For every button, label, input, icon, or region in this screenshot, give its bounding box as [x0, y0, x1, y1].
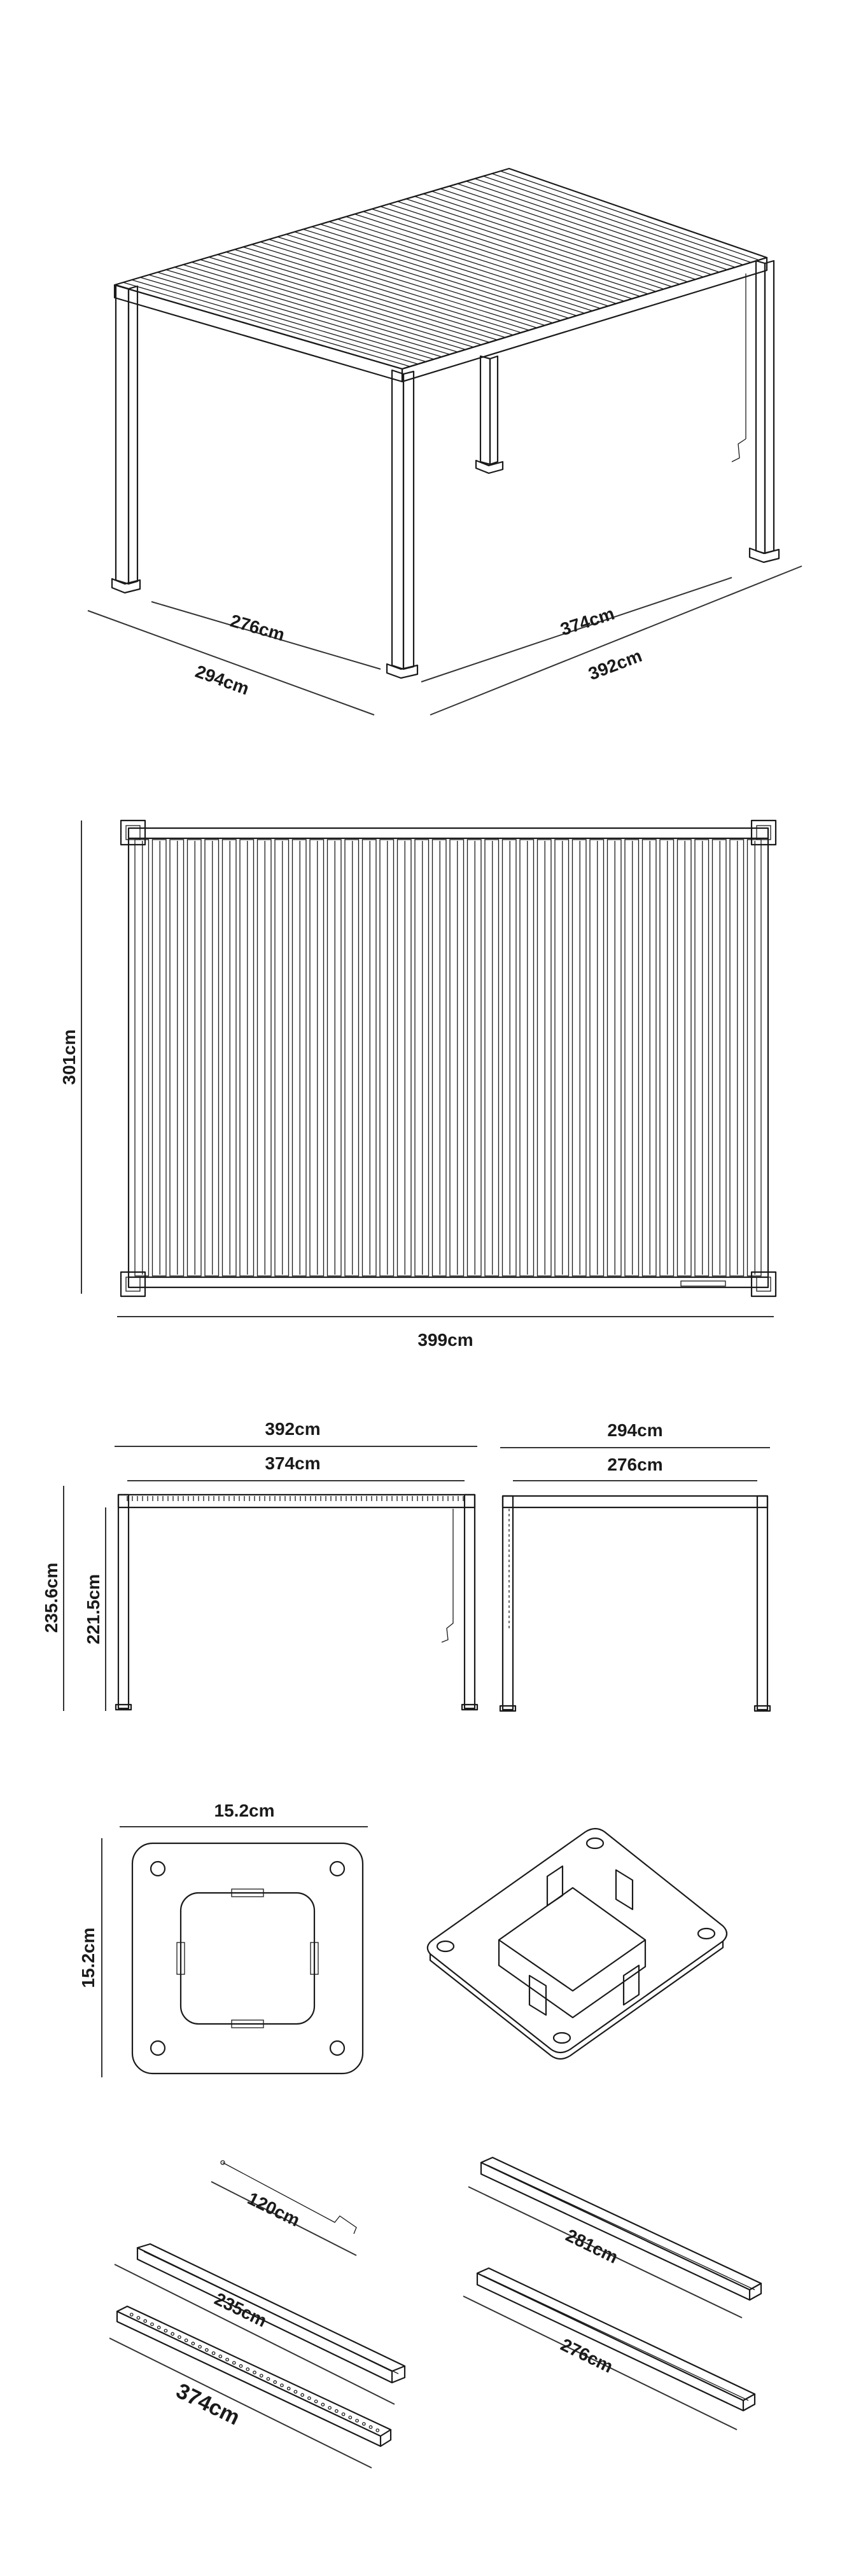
- top-slat: [258, 840, 272, 1276]
- part-side-beam-holes: [130, 2313, 379, 2432]
- beam-hole: [185, 2339, 187, 2341]
- iso-front-beam: [115, 285, 402, 382]
- beam-hole: [246, 2368, 249, 2371]
- top-slat: [415, 840, 429, 1276]
- parts-left: [109, 2161, 405, 2468]
- elev-right-post-a: [503, 1496, 513, 1710]
- plate-label-height: 15.2cm: [78, 1927, 98, 1988]
- beam-hole: [356, 2420, 358, 2422]
- top-slat: [328, 840, 342, 1276]
- top-slat: [503, 840, 517, 1276]
- elev-right-post-b: [757, 1496, 767, 1710]
- elev-label-right-outer: 294cm: [607, 1420, 663, 1440]
- top-slat: [293, 840, 307, 1276]
- plate-3d-hole: [587, 1838, 603, 1848]
- beam-hole: [157, 2326, 160, 2329]
- parts-right: [463, 2157, 761, 2430]
- plate-hole: [330, 1862, 344, 1876]
- part-label-rail-long: 281cm: [563, 2225, 622, 2268]
- top-frame: [129, 828, 768, 1287]
- iso-post-back: [476, 356, 503, 473]
- elev-label-height-clear: 221.5cm: [83, 1574, 103, 1645]
- top-slat: [135, 840, 149, 1276]
- top-slat: [748, 840, 762, 1276]
- top-slat: [608, 840, 622, 1276]
- part-label-side-beam: 374cm: [172, 2378, 244, 2430]
- part-label-rail-short: 276cm: [557, 2334, 617, 2377]
- beam-hole: [171, 2332, 174, 2335]
- top-slat: [310, 840, 324, 1276]
- elev-left-post-a: [118, 1495, 129, 1708]
- beam-hole: [151, 2323, 153, 2325]
- top-slat: [398, 840, 412, 1276]
- top-slat: [188, 840, 202, 1276]
- part-rail-short: [477, 2268, 755, 2400]
- top-slat: [468, 840, 482, 1276]
- elev-right-beam: [503, 1496, 767, 1507]
- plate-3d-hole: [698, 1929, 715, 1939]
- elev-label-left-outer: 392cm: [265, 1419, 321, 1439]
- beam-hole: [192, 2342, 194, 2344]
- top-slat: [450, 840, 464, 1276]
- beam-hole: [226, 2358, 228, 2361]
- beam-hole: [321, 2403, 324, 2406]
- top-slat: [660, 840, 674, 1276]
- beam-hole: [376, 2429, 379, 2432]
- top-slat: [678, 840, 692, 1276]
- beam-hole: [253, 2371, 256, 2374]
- plate-label-width: 15.2cm: [214, 1801, 275, 1820]
- part-label-gutter-beam: 235cm: [211, 2289, 270, 2331]
- iso-side-beam: [402, 258, 767, 382]
- beam-hole: [144, 2320, 146, 2322]
- beam-hole: [199, 2345, 201, 2348]
- plate-3d-hole: [437, 1941, 454, 1951]
- beam-hole: [342, 2413, 344, 2415]
- beam-hole: [267, 2378, 269, 2380]
- top-slat: [695, 840, 709, 1276]
- iso-label-front-outer: 294cm: [192, 661, 252, 699]
- top-slat: [345, 840, 359, 1276]
- beam-hole: [349, 2416, 351, 2419]
- plate-socket: [181, 1893, 314, 2024]
- iso-dim-line-side-outer: [430, 566, 802, 715]
- iso-post-front: [387, 370, 417, 678]
- side-elevation: [500, 1420, 770, 1711]
- beam-hole: [369, 2426, 372, 2428]
- beam-hole: [274, 2381, 276, 2383]
- plate-outline: [132, 1843, 363, 2074]
- top-view-slats: [135, 840, 761, 1276]
- top-slat: [380, 840, 394, 1276]
- iso-post-right: [750, 261, 779, 562]
- top-slat: [520, 840, 534, 1276]
- plate-hole: [330, 2041, 344, 2055]
- beam-hole: [137, 2316, 139, 2319]
- top-slat: [485, 840, 499, 1276]
- base-plate-3d: [428, 1829, 727, 2059]
- top-slat: [223, 840, 237, 1276]
- beam-hole: [287, 2387, 290, 2390]
- elev-crank-rod: [442, 1509, 453, 1642]
- top-slat: [205, 840, 219, 1276]
- part-label-crank: 120cm: [244, 2188, 304, 2231]
- part-gutter-beam: [137, 2244, 405, 2371]
- iso-label-side-inner: 374cm: [557, 603, 617, 640]
- top-slat: [433, 840, 447, 1276]
- beam-hole: [260, 2374, 263, 2377]
- plate-3d-outline: [428, 1829, 727, 2053]
- beam-hole: [239, 2365, 242, 2367]
- top-slat: [573, 840, 587, 1276]
- iso-roof-slats: [123, 171, 759, 366]
- top-slat: [153, 840, 167, 1276]
- iso-crank-rod: [732, 274, 746, 462]
- top-slat: [240, 840, 254, 1276]
- elev-left-post-b: [465, 1495, 475, 1708]
- iso-label-front-inner: 276cm: [228, 610, 287, 645]
- top-slat: [713, 840, 727, 1276]
- beam-hole: [363, 2423, 365, 2425]
- top-view: [59, 821, 776, 1350]
- top-slat: [555, 840, 569, 1276]
- beam-hole: [308, 2397, 311, 2399]
- beam-hole: [294, 2390, 297, 2393]
- front-elevation: [41, 1419, 477, 1711]
- isometric-view: [88, 169, 802, 715]
- beam-hole: [314, 2400, 317, 2402]
- beam-hole: [233, 2362, 235, 2364]
- part-rail-long: [481, 2157, 761, 2290]
- beam-hole: [206, 2348, 208, 2351]
- beam-hole: [130, 2313, 133, 2316]
- beam-hole: [212, 2351, 214, 2354]
- top-slat: [625, 840, 639, 1276]
- elev-label-right-inner: 276cm: [607, 1455, 663, 1474]
- beam-hole: [301, 2393, 304, 2396]
- beam-hole: [335, 2409, 338, 2412]
- beam-hole: [328, 2406, 331, 2409]
- top-slat: [275, 840, 289, 1276]
- base-plate-plan: [78, 1801, 368, 2077]
- top-slat: [643, 840, 657, 1276]
- iso-post-left: [112, 285, 140, 593]
- beam-hole: [178, 2336, 181, 2338]
- top-label-width: 399cm: [417, 1330, 473, 1350]
- elev-left-beam: [118, 1495, 475, 1507]
- plate-3d-hole: [554, 2033, 570, 2043]
- top-slat: [538, 840, 552, 1276]
- top-slat: [590, 840, 604, 1276]
- elev-slat-ticks: [127, 1496, 463, 1501]
- top-slat: [170, 840, 184, 1276]
- beam-hole: [281, 2384, 283, 2386]
- elev-label-height-total: 235.6cm: [41, 1562, 61, 1633]
- beam-hole: [219, 2355, 221, 2358]
- top-crank-housing: [681, 1281, 725, 1286]
- beam-hole: [164, 2329, 167, 2332]
- top-label-depth: 301cm: [59, 1029, 79, 1085]
- elev-label-left-inner: 374cm: [265, 1453, 321, 1473]
- plate-hole: [151, 2041, 165, 2055]
- top-slat: [730, 840, 744, 1276]
- top-slat: [363, 840, 377, 1276]
- plate-hole: [151, 1862, 165, 1876]
- iso-label-side-outer: 392cm: [585, 646, 645, 684]
